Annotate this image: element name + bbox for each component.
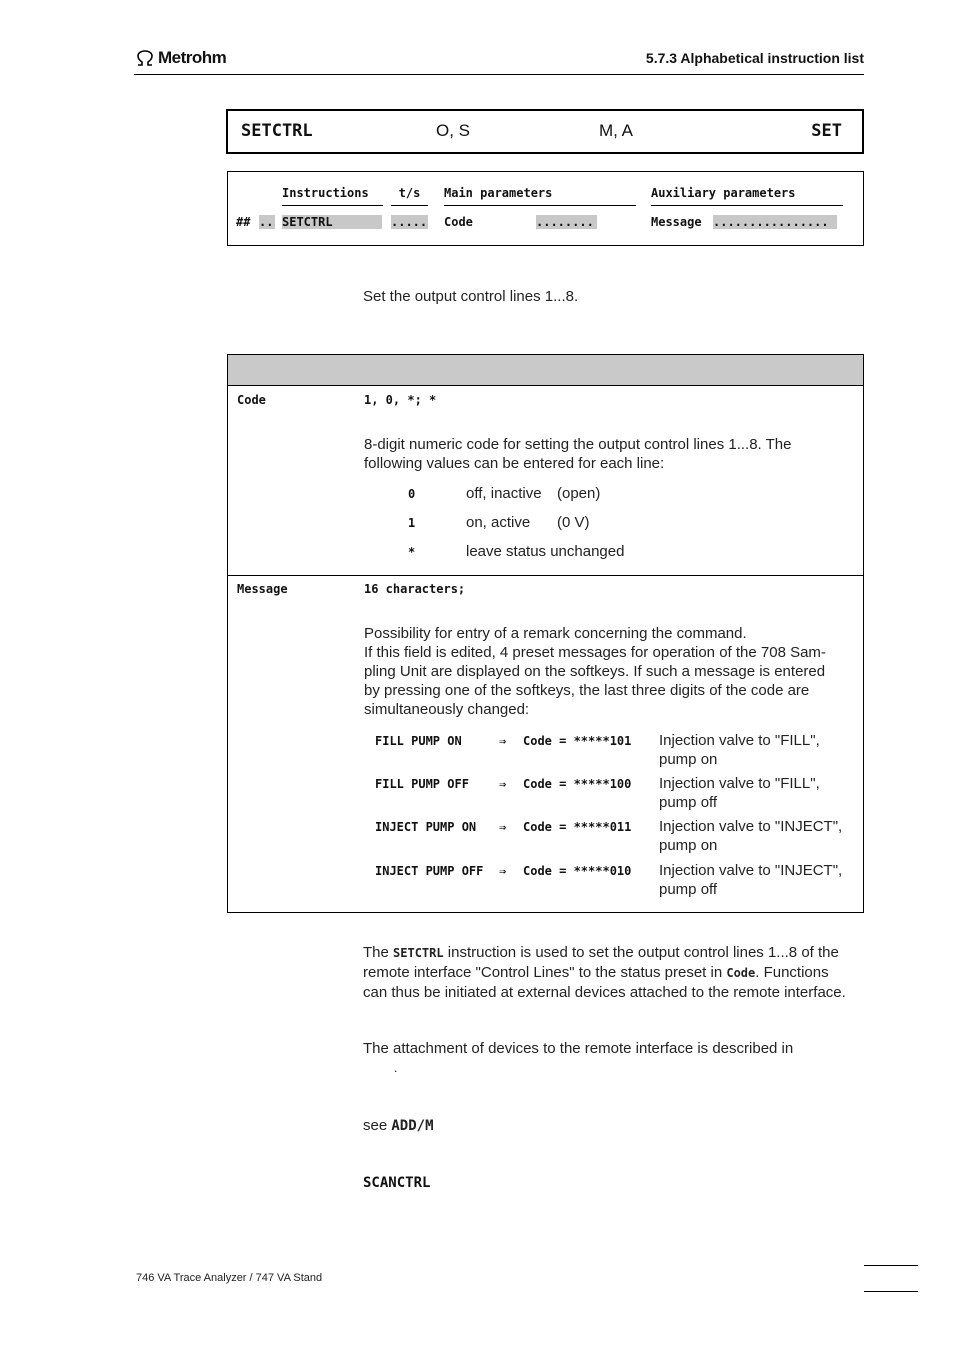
preset-name: FILL PUMP ON <box>375 734 462 748</box>
arrow-icon: ⇒ <box>499 820 507 834</box>
footer-text: 746 VA Trace Analyzer / 747 VA Stand <box>136 1272 323 1284</box>
preset-desc-line: Injection valve to "FILL", <box>659 775 820 792</box>
metrohm-logo <box>136 48 226 68</box>
row-ts: ..... <box>391 215 428 229</box>
usage-text: . Functions <box>755 964 829 981</box>
message-description <box>364 624 854 719</box>
code-range: 1, 0, *; * <box>364 393 437 407</box>
preset-desc <box>659 861 842 899</box>
preset-desc-line: Injection valve to "FILL", <box>659 732 820 749</box>
usage-code: Code <box>726 966 756 980</box>
instruction-name: SETCTRL <box>241 121 313 141</box>
arrow-icon: ⇒ <box>499 777 507 791</box>
preset-name: FILL PUMP OFF <box>375 777 469 791</box>
usage-text: The <box>363 944 389 961</box>
code-value-extra: (0 V) <box>557 514 590 531</box>
preset-code: Code = *****100 <box>523 777 632 791</box>
message-line: If this field is edited, 4 preset messages for operation of the 708 Sam- <box>364 644 826 661</box>
preset-code: Code = *****011 <box>523 820 632 834</box>
message-line: pling Unit are displayed on the softkeys. If such a message is entered <box>364 663 826 680</box>
preset-name: INJECT PUMP OFF <box>375 864 484 878</box>
code-value-key: 0 <box>408 487 416 501</box>
code-value-text: off, inactive <box>466 485 542 502</box>
preset-desc-line: Injection valve to "INJECT", <box>659 818 843 835</box>
header-rule <box>134 74 864 75</box>
section-title: 5.7.3 Alphabetical instruction list <box>645 50 864 66</box>
col-aux-params: Auxiliary parameters <box>651 186 843 206</box>
row-main-value: ........ <box>536 215 597 229</box>
code-label: Code <box>237 393 266 407</box>
row-dots: .. <box>259 215 274 229</box>
row-prefix: ## <box>236 215 251 229</box>
instruction-group: SET <box>811 121 842 141</box>
parameter-detail-table <box>227 354 864 913</box>
preset-desc <box>659 774 820 812</box>
modes-left: O, S <box>436 121 471 140</box>
message-line: by pressing one of the softkeys, the last three digits of the code are <box>364 682 810 699</box>
arrow-icon: ⇒ <box>499 864 507 878</box>
modes-right: M, A <box>599 121 634 140</box>
code-value-text: leave status unchanged <box>466 543 625 560</box>
code-value-extra: (open) <box>557 485 601 502</box>
message-label: Message <box>237 582 288 596</box>
see-text: see <box>363 1117 388 1134</box>
usage-text: instruction is used to set the output control lines 1...8 of the <box>447 944 839 961</box>
section-divider <box>228 575 863 576</box>
row-instruction: SETCTRL <box>282 215 382 229</box>
intro-text: Set the output control lines 1...8. <box>363 288 579 305</box>
code-value-key: * <box>408 545 416 559</box>
preset-desc-line: pump off <box>659 794 718 811</box>
row-main-label: Code <box>444 215 473 229</box>
footer-rule-bottom <box>864 1291 918 1292</box>
footer-rule-top <box>864 1265 918 1266</box>
attachment-note-dot: . <box>394 1061 398 1075</box>
preset-desc-line: pump on <box>659 751 718 768</box>
detail-table-header <box>228 355 863 386</box>
code-description: 8-digit numeric code for setting the output control lines 1...8. The following values can be entered for each line: <box>364 436 792 472</box>
col-ts: t/s <box>391 186 428 206</box>
message-line: Possibility for entry of a remark concerning the command. <box>364 625 747 642</box>
code-value-key: 1 <box>408 516 416 530</box>
usage-text: can thus be initiated at external devices attached to the remote interface. <box>363 984 846 1001</box>
usage-code: SETCTRL <box>393 946 444 960</box>
instruction-title-box <box>226 109 864 154</box>
message-range: 16 characters; <box>364 582 466 596</box>
logo-text: Metrohm <box>158 48 227 67</box>
preset-name: INJECT PUMP ON <box>375 820 477 834</box>
col-instructions: Instructions <box>282 186 383 206</box>
preset-desc-line: pump on <box>659 837 718 854</box>
preset-code: Code = *****101 <box>523 734 632 748</box>
usage-text: remote interface "Control Lines" to the status preset in <box>363 964 723 981</box>
arrow-icon: ⇒ <box>499 734 507 748</box>
preset-desc-line: pump off <box>659 881 718 898</box>
col-main-params: Main parameters <box>444 186 636 206</box>
code-value-text: on, active <box>466 514 531 531</box>
see-ref-link[interactable]: ADD/M <box>391 1118 434 1134</box>
omega-icon <box>136 50 154 66</box>
usage-paragraph <box>363 943 873 1002</box>
attachment-note: The attachment of devices to the remote interface is described in <box>363 1040 794 1057</box>
preset-desc <box>659 817 842 855</box>
preset-desc-line: Injection valve to "INJECT", <box>659 862 843 879</box>
see-reference <box>363 1116 434 1136</box>
message-line: simultaneously changed: <box>364 701 530 718</box>
row-aux-label: Message <box>651 215 702 229</box>
parameter-summary-table <box>227 171 864 246</box>
preset-desc <box>659 731 820 769</box>
preset-code: Code = *****010 <box>523 864 632 878</box>
row-aux-value: ................ <box>713 215 837 229</box>
related-instruction[interactable]: SCANCTRL <box>363 1175 431 1191</box>
